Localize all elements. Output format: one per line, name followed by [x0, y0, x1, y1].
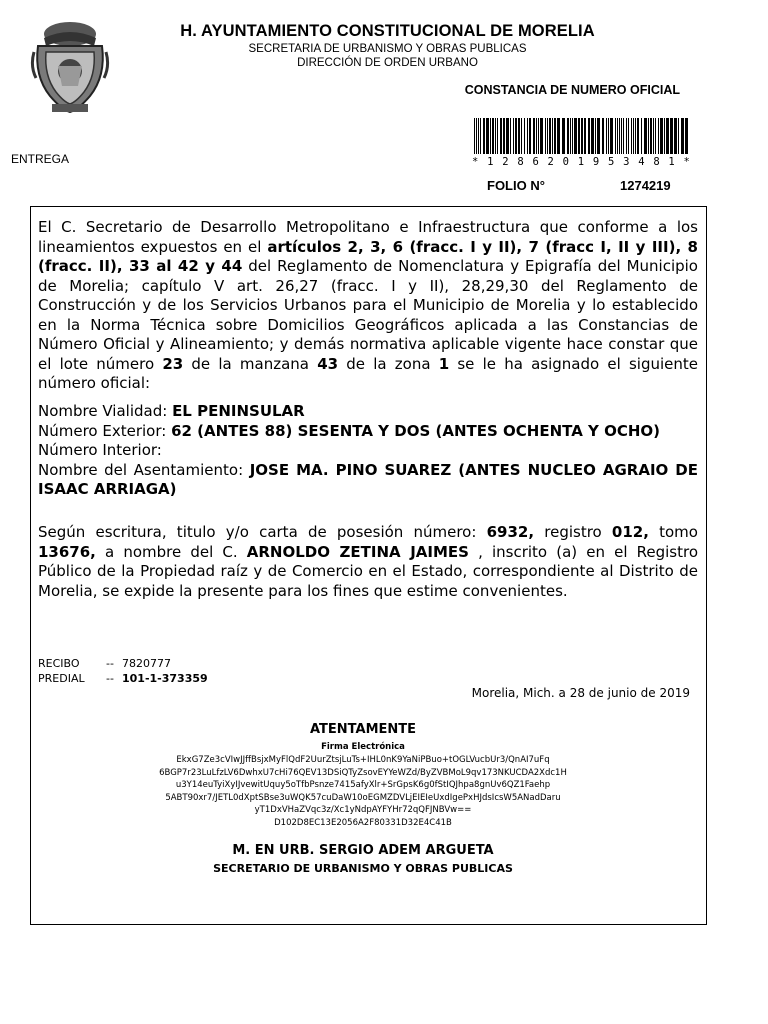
institution-subtitle [120, 42, 655, 70]
bold-text: 1 [438, 354, 450, 373]
barcode-bar [626, 118, 627, 154]
barcode-bar [685, 118, 688, 154]
barcode-digit: * [683, 156, 690, 168]
interior-row [38, 441, 698, 461]
barcode-digit: 8 [517, 156, 524, 168]
recibo-dash: -- [106, 657, 114, 670]
receipt-block [38, 656, 338, 686]
barcode-bar [483, 118, 485, 154]
exterior-label: Número Exterior: [38, 421, 172, 440]
barcode-bar [478, 118, 479, 154]
barcode-bar [529, 118, 531, 154]
barcode-digit: 4 [638, 156, 645, 168]
barcode-number [472, 156, 690, 168]
barcode-digit: 3 [623, 156, 630, 168]
barcode-digit: * [472, 156, 479, 168]
barcode-bar [653, 118, 654, 154]
barcode-bar [591, 118, 594, 154]
vialidad-row [38, 402, 698, 422]
bold-text: 13676, [38, 542, 96, 561]
barcode-bar [490, 118, 491, 154]
barcode-digit: 1 [577, 156, 585, 168]
barcode-digit: 0 [562, 156, 569, 168]
barcode-bar [633, 118, 634, 154]
barcode-bar [513, 118, 514, 154]
predial-row [38, 671, 338, 686]
asentamiento-label: Nombre del Asentamiento: [38, 460, 250, 479]
signature-line: D102D8EC13E2056A2F80331D32E4C41B [274, 817, 452, 828]
predial-dash: -- [106, 672, 114, 685]
signature-line: 5ABT90xr7/JETL0dXptSBse3uWQK57cuDaW10oEGMZDVLjEIEIeUxdIgePxHJdsIcsW5ANadDaru [165, 792, 561, 803]
barcode-bar [476, 118, 477, 154]
barcode-bar [584, 118, 586, 154]
firma-electronica-label: Firma Electrónica [321, 742, 405, 752]
barcode-bar [628, 118, 629, 154]
signature-line: EkxG7Ze3cVIwJJffBsjxMyFlQdF2UurZtsjLuTs+IHL0nK9YaNiPBuo+tOGLVucbUr3/QnAI7uFq [176, 755, 550, 765]
signature-line: 6BGP7r23LuLfzLV6DwhxU7cHi76QEV13DSiQTyZsovEYYeWZd/ByZVBMoL9qv173NKUCDA2Xdc1H [159, 767, 567, 778]
atentamente-heading: ATENTAMENTE [309, 722, 417, 737]
barcode-bar [666, 118, 669, 154]
asentamiento-value: JOSE MA. PINO SUAREZ (ANTES NUCLEO AGRAIO DE ISAAC ARRIAGA) [38, 460, 698, 498]
folio-label: FOLIO N° [487, 178, 545, 193]
barcode-bar [570, 118, 571, 154]
barcode-bar [554, 118, 556, 154]
bold-text: artículos 2, 3, 6 (fracc. I y II), 7 (fracc I, II y III), 8 (fracc. II), 33 al 42 y 44 [38, 237, 698, 275]
vialidad-label: Nombre Vialidad: [38, 402, 173, 420]
barcode-bar [578, 118, 580, 154]
barcode-bar [655, 118, 656, 154]
text: de la zona [338, 354, 439, 373]
bold-text: 012, [611, 523, 649, 541]
barcode-bar [588, 118, 590, 154]
barcode-bar [574, 118, 577, 154]
barcode-digit: 6 [532, 156, 539, 168]
recibo-row [38, 656, 338, 671]
text: se le ha asignado el siguiente número oficial: [38, 354, 698, 392]
barcode-bar [497, 118, 498, 154]
folio-number: 1274219 [620, 178, 671, 193]
address-block [38, 402, 698, 500]
direccion-line: DIRECCIÓN DE ORDEN URBANO [297, 57, 478, 69]
interior-label: Número Interior: [38, 441, 162, 459]
barcode-digit: 2 [547, 156, 554, 168]
barcode-bar [540, 118, 543, 154]
predial-value: 101-1-373359 [122, 672, 208, 685]
barcode-bar [506, 118, 509, 154]
recibo-value: 7820777 [122, 657, 171, 670]
barcode-bar [635, 118, 636, 154]
document-title: CONSTANCIA DE NUMERO OFICIAL [464, 83, 680, 97]
barcode [472, 118, 690, 154]
barcode-bar [486, 118, 489, 154]
vialidad-value: EL PENINSULAR [172, 402, 305, 420]
barcode-bar [623, 118, 624, 154]
barcode-bar [664, 118, 665, 154]
bold-text: 6932, [486, 523, 535, 541]
barcode-digit: 5 [607, 156, 615, 168]
barcode-bar [637, 118, 639, 154]
barcode-bar [521, 118, 522, 154]
barcode-bar [552, 118, 553, 154]
barcode-bar [567, 118, 569, 154]
text: de la manzana [183, 354, 318, 373]
signer-name: M. EN URB. SERGIO ADEM ARGUETA [232, 843, 494, 858]
barcode-bar [644, 118, 647, 154]
barcode-bar [670, 118, 673, 154]
barcode-bar [572, 118, 573, 154]
barcode-bar [524, 118, 525, 154]
barcode-digit: 1 [668, 156, 675, 168]
signature-line: u3Y14euTyiXyIJvewitUquy5oTfbPsnze7415afyXlr+SrGpsK6g0fStIQJhpa8gnUv6QZ1Faehp [175, 780, 551, 790]
barcode-bar [500, 118, 502, 154]
barcode-bar [610, 118, 613, 154]
barcode-bar [615, 118, 616, 154]
barcode-bar [515, 118, 517, 154]
barcode-bar [536, 118, 537, 154]
barcode-digit: 8 [653, 156, 660, 168]
barcode-bar [503, 118, 505, 154]
place-and-date: Morelia, Mich. a 28 de junio de 2019 [471, 686, 690, 700]
barcode-bar [545, 118, 546, 154]
barcode-bar [549, 118, 551, 154]
deed-paragraph [38, 523, 698, 601]
barcode-bar [602, 118, 604, 154]
barcode-bar [510, 118, 511, 154]
barcode-bar [631, 118, 632, 154]
barcode-bar [527, 118, 528, 154]
barcode-bar [619, 118, 620, 154]
barcode-bar [533, 118, 535, 154]
barcode-bar [547, 118, 548, 154]
asentamiento-row [38, 461, 698, 500]
exterior-value: 62 (ANTES 88) SESENTA Y DOS (ANTES OCHENTA Y OCHO) [171, 421, 661, 440]
barcode-bar [658, 118, 659, 154]
text: del Reglamento de Nomenclatura y Epigrafía del Municipio de Morelia; capítulo V art. 26,27 (fracc. I y II), 28,29,30 del Reglamento de Construcción y de los Servicios Urbanos para el Municipio de Morelia y lo establecido en la Norma Técnica sobre Domicilios Geográficos aplicada a las Constancias de Número Oficial y Alineamiento; y demás normativa aplicable vigente hace constar que el lote número [38, 257, 698, 373]
barcode-bar [474, 118, 475, 154]
barcode-bar [480, 118, 481, 154]
barcode-bar [581, 118, 583, 154]
signature-line: yT1DxVHaZVqc3z/Xc1yNdpAYFYHr72qQFJNBVw== [254, 805, 472, 815]
barcode-bar [606, 118, 607, 154]
barcode-bar [660, 118, 663, 154]
barcode-bar [678, 118, 679, 154]
text: a nombre del C. [95, 542, 247, 561]
recibo-label: RECIBO [38, 657, 80, 670]
barcode-bar [492, 118, 494, 154]
text: El C. Secretario de Desarrollo Metropolitano e Infraestructura que conforme a los lineamientos expuestos en el [38, 218, 698, 256]
intro-paragraph [38, 218, 698, 394]
barcode-bar [621, 118, 622, 154]
text: Según escritura, titulo y/o carta de posesión número: [38, 523, 487, 541]
barcode-bar [650, 118, 652, 154]
bold-text: 43 [317, 354, 339, 373]
barcode-bar [608, 118, 609, 154]
barcode-bar [648, 118, 649, 154]
text: registro [534, 523, 612, 541]
coat-of-arms-seal [30, 16, 110, 116]
barcode-bar [495, 118, 496, 154]
barcode-bar [538, 118, 539, 154]
text: tomo [648, 523, 698, 541]
signer-title: SECRETARIO DE URBANISMO Y OBRAS PUBLICAS [213, 862, 513, 875]
barcode-bar [681, 118, 684, 154]
barcode-bar [562, 118, 565, 154]
barcode-bar [595, 118, 596, 154]
bold-text: ARNOLDO ZETINA JAIMES [246, 542, 469, 561]
institution-title: H. AYUNTAMIENTO CONSTITUCIONAL DE MORELIA [180, 22, 595, 40]
barcode-bar [617, 118, 618, 154]
electronic-signature [38, 754, 688, 829]
barcode-bar [597, 118, 600, 154]
exterior-row [38, 422, 698, 442]
predial-label: PREDIAL [38, 672, 85, 685]
text: , inscrito (a) en el Registro Público de la Propiedad raíz y de Comercio en el Estado, correspondiente al Distrito de Morelia, se expide la presente para los fines que estime convenientes. [38, 542, 698, 600]
barcode-digit: 2 [502, 156, 509, 168]
barcode-bar [674, 118, 677, 154]
bold-text: 23 [162, 354, 184, 373]
secretaria-line: SECRETARIA DE URBANISMO Y OBRAS PUBLICAS [248, 43, 527, 55]
barcode-bar [641, 118, 642, 154]
barcode-digit: 1 [487, 156, 494, 168]
barcode-digit: 9 [592, 156, 600, 168]
entrega-label: ENTREGA [11, 152, 70, 166]
barcode-bar [518, 118, 520, 154]
barcode-bar [557, 118, 560, 154]
